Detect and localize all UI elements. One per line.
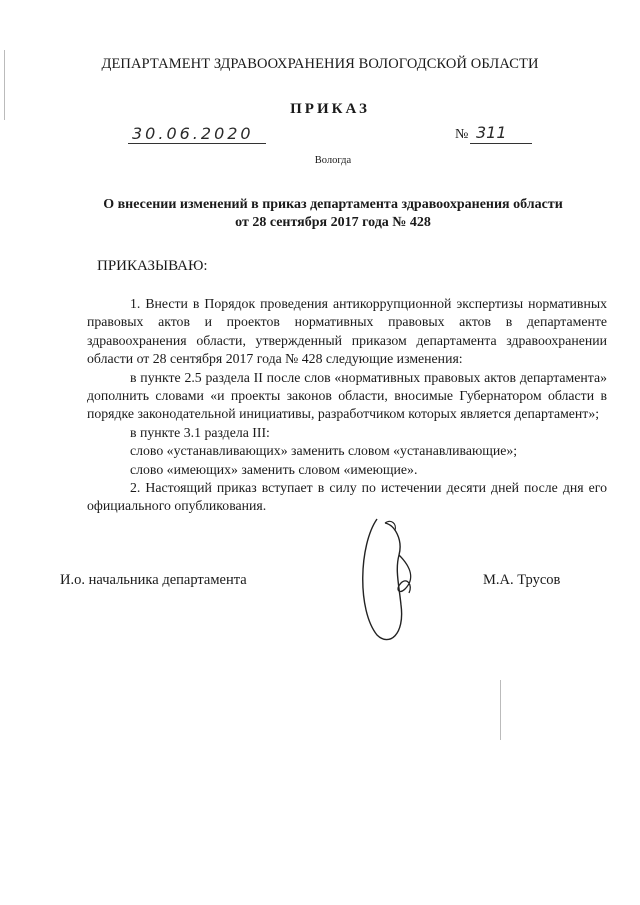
- date-underline: [128, 143, 266, 144]
- order-title: ПРИКАЗ: [290, 101, 370, 117]
- paragraph-amendment: слово «устанавливающих» заменить словом «устанавливающие»;: [130, 443, 518, 459]
- subject-line: О внесении изменений в приказ департамента здравоохранения области: [103, 197, 563, 212]
- subject-line: от 28 сентября 2017 года № 428: [235, 215, 431, 230]
- paragraph-item-2: 2. Настоящий приказ вступает в силу по истечении десяти дней после дня его официального опубликования.: [87, 480, 607, 514]
- signatory-role: И.о. начальника департамента: [60, 572, 247, 588]
- paragraph-amendment: в пункте 3.1 раздела III:: [130, 424, 270, 440]
- order-date: 30.06.2020: [132, 124, 254, 143]
- order-subject: [0, 196, 640, 232]
- paragraph-amendment: в пункте 2.5 раздела II после слов «нормативных правовых актов департамента» дополнить словами «и проекты законов области, вносимые Губернатором области в порядке законодательной инициативы, разработчиком которых является департамент»;: [87, 369, 607, 422]
- city-name: Вологда: [314, 155, 352, 166]
- order-body: [87, 295, 607, 516]
- department-header: ДЕПАРТАМЕНТ ЗДРАВООХРАНЕНИЯ ВОЛОГОДСКОЙ ОБЛАСТИ: [101, 56, 539, 72]
- decree-word: ПРИКАЗЫВАЮ:: [97, 258, 208, 274]
- paragraph-amendment: слово «имеющих» заменить словом «имеющие».: [130, 461, 418, 477]
- handwritten-signature: [355, 515, 435, 645]
- order-number: 311: [476, 123, 507, 142]
- number-underline: [470, 143, 532, 144]
- signatory-name: М.А. Трусов: [483, 572, 561, 588]
- order-number-label: №: [455, 127, 469, 142]
- paragraph-item-1: 1. Внести в Порядок проведения антикоррупционной экспертизы нормативных правовых актов и проектов нормативных правовых актов в департаменте здравоохранения области, утвержденный приказом департамента здравоохранении области от 28 сентября 2017 года № 428 следующие изменения:: [87, 296, 607, 367]
- scan-edge-mark: [500, 680, 501, 740]
